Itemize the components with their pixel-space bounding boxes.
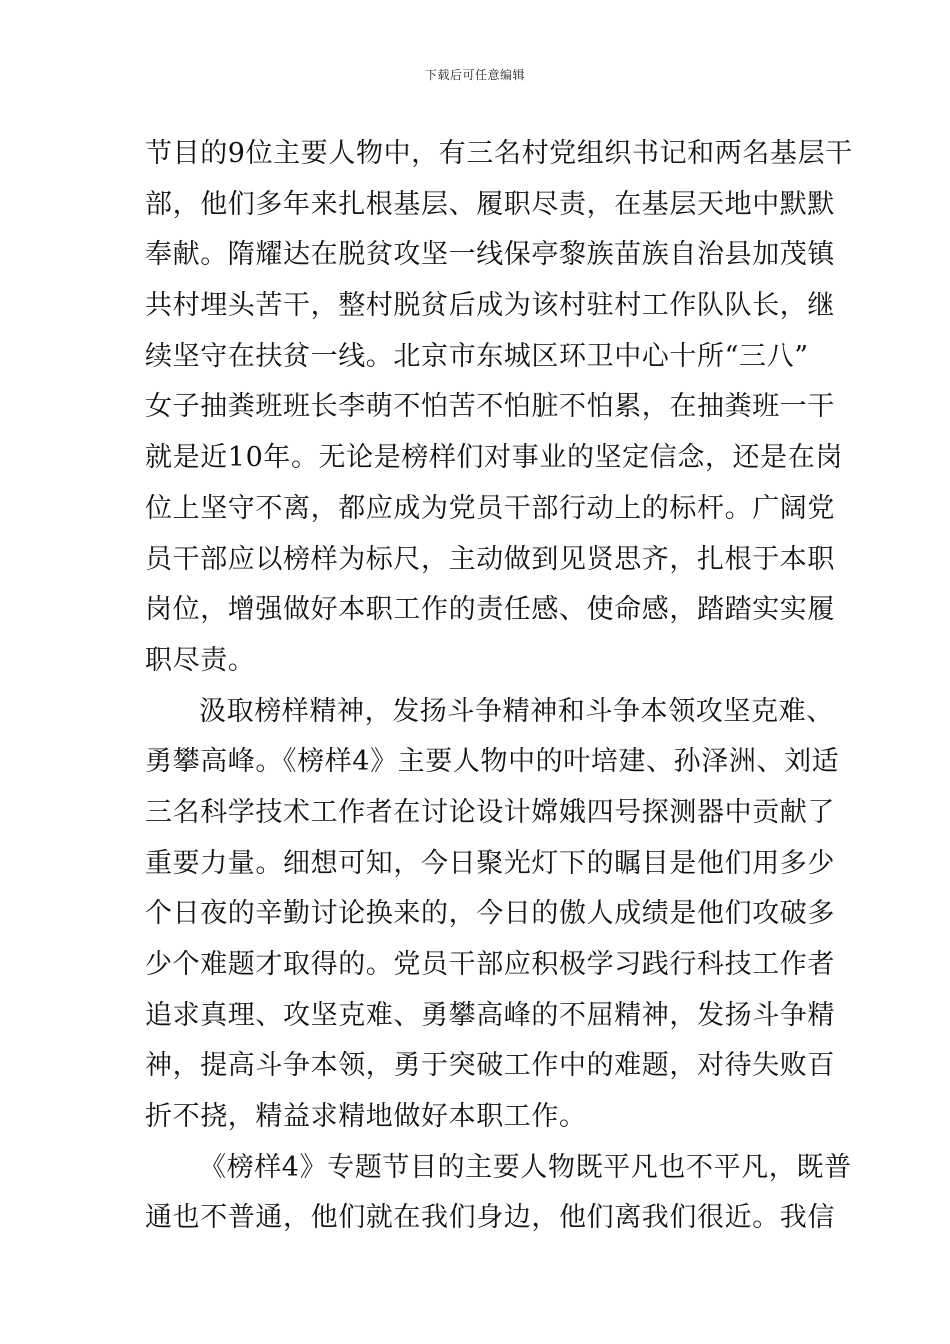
text-line: 折不挠，精益求精地做好本职工作。 <box>145 1101 587 1133</box>
text-line: 节目的9位主要人物中，有三名村党组织书记和两名基层干 <box>145 138 853 169</box>
text-line: 个日夜的辛勤讨论换来的，今日的傲人成绩是他们攻破多 <box>145 898 835 930</box>
text-line: 员干部应以榜样为标尺，主动做到见贤思齐，扎根于本职 <box>145 543 835 575</box>
text-line: 就是近10年。无论是榜样们对事业的坚定信念，还是在岗 <box>145 442 843 474</box>
text-line: 三名科学技术工作者在讨论设计嫦娥四号探测器中贡献了 <box>145 796 835 828</box>
paragraph-first-line: 《榜样4》专题节目的主要人物既平凡也不平凡，既普 <box>199 1151 852 1183</box>
text-line: 共村埋头苦干，整村脱贫后成为该村驻村工作队队长，继 <box>145 290 835 322</box>
text-line: 职尽责。 <box>145 644 256 676</box>
text-line: 追求真理、攻坚克难、勇攀高峰的不屈精神，发扬斗争精 <box>145 999 835 1031</box>
text-line: 位上坚守不离，都应成为党员干部行动上的标杆。广阔党 <box>145 492 835 524</box>
text-line: 通也不普通，他们就在我们身边，他们离我们很近。我信 <box>145 1202 835 1234</box>
document-body <box>145 129 853 1244</box>
paragraph-first-line: 汲取榜样精神，发扬斗争精神和斗争本领攻坚克难、 <box>199 695 834 727</box>
header-note: 下载后可任意编辑 <box>424 68 525 82</box>
text-line: 神，提高斗争本领，勇于突破工作中的难题，对待失败百 <box>145 1050 835 1082</box>
text-line: 续坚守在扶贫一线。北京市东城区环卫中心十所“三八” <box>145 340 809 372</box>
text-line: 重要力量。细想可知，今日聚光灯下的瞩目是他们用多少 <box>145 847 835 879</box>
text-line: 少个难题才取得的。党员干部应积极学习践行科技工作者 <box>145 949 835 980</box>
text-line: 勇攀高峰。《榜样4》主要人物中的叶培建、孙泽洲、刘适 <box>145 746 840 778</box>
text-line: 部，他们多年来扎根基层、履职尽责，在基层天地中默默 <box>145 188 835 220</box>
text-line: 女子抽粪班班长李萌不怕苦不怕脏不怕累，在抽粪班一干 <box>145 391 835 423</box>
text-line: 岗位，增强做好本职工作的责任感、使命感，踏踏实实履 <box>145 594 835 626</box>
text-line: 奉献。隋耀达在脱贫攻坚一线保亭黎族苗族自治县加茂镇 <box>145 239 835 271</box>
